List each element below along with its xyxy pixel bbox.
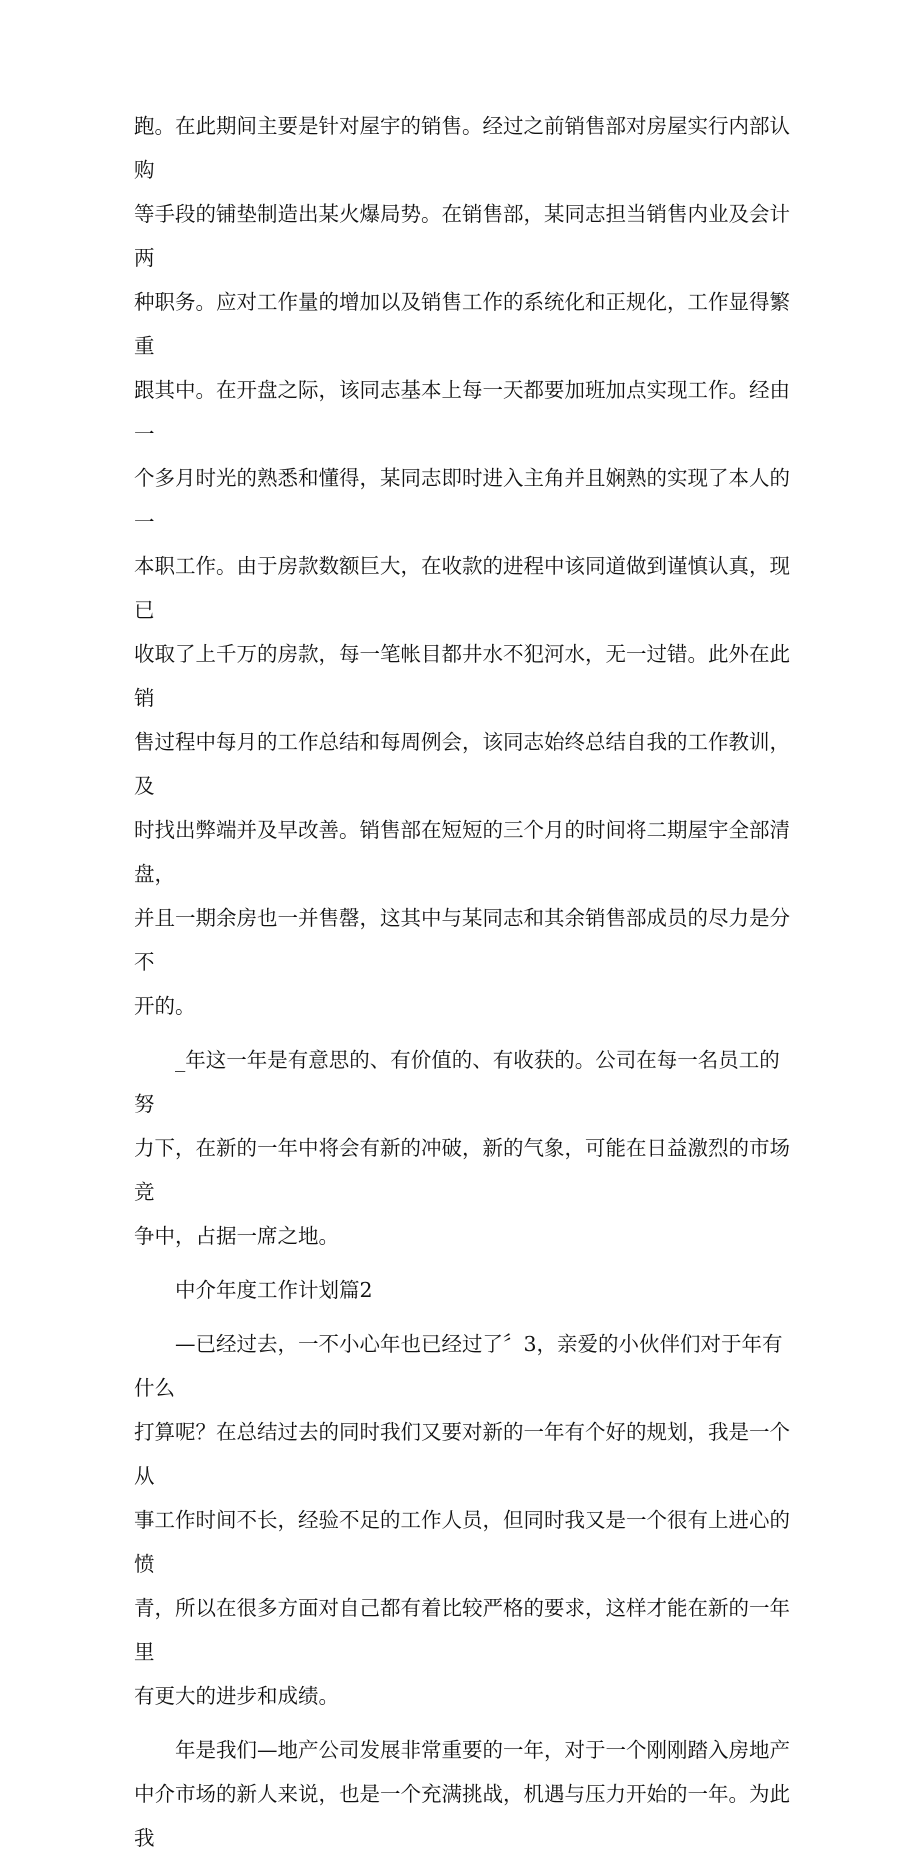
text-line: —已经过去，一不小心年也已经过了〞3，亲爱的小伙伴们对于年有什么 [134, 1332, 783, 1400]
text-line: 开的。 [134, 994, 196, 1018]
text-line: 争中，占据一席之地。 [134, 1224, 339, 1248]
paragraph-p4 [134, 1728, 794, 1860]
text-line: 个多月时光的熟悉和懂得，某同志即时进入主角并且娴熟的实现了本人的一 [134, 466, 790, 534]
text-line: 并且一期余房也一并售罄，这其中与某同志和其余销售部成员的尽力是分不 [134, 906, 790, 974]
section-heading [134, 1268, 794, 1312]
paragraph-p1 [134, 104, 794, 1028]
text-line: 打算呢？在总结过去的同时我们又要对新的一年有个好的规划，我是一个从 [134, 1420, 790, 1488]
document-body [134, 104, 794, 1860]
text-line: 时找出弊端并及早改善。销售部在短短的三个月的时间将二期屋宇全部清盘， [134, 818, 790, 886]
text-line: 收取了上千万的房款，每一笔帐目都井水不犯河水，无一过错。此外在此销 [134, 642, 790, 710]
text-line: 事工作时间不长，经验不足的工作人员，但同时我又是一个很有上进心的愤 [134, 1508, 790, 1576]
text-line: 中介年度工作计划篇2 [175, 1278, 373, 1302]
paragraph-p3 [134, 1322, 794, 1718]
text-line: _年这一年是有意思的、有价值的、有收获的。公司在每一名员工的努 [134, 1048, 780, 1116]
text-line: 本职工作。由于房款数额巨大，在收款的进程中该同道做到谨慎认真，现已 [134, 554, 790, 622]
text-line: 种职务。应对工作量的增加以及销售工作的系统化和正规化，工作显得繁重 [134, 290, 790, 358]
text-line: 等手段的铺垫制造出某火爆局势。在销售部，某同志担当销售内业及会计两 [134, 202, 790, 270]
text-line: 年是我们—地产公司发展非常重要的一年，对于一个刚刚踏入房地产 [175, 1738, 790, 1762]
text-line: 力下，在新的一年中将会有新的冲破，新的气象，可能在日益激烈的市场竞 [134, 1136, 790, 1204]
text-line: 有更大的进步和成绩。 [134, 1684, 339, 1708]
text-line: 跑。在此期间主要是针对屋宇的销售。经过之前销售部对房屋实行内部认购 [134, 114, 790, 182]
text-line: 跟其中。在开盘之际，该同志基本上每一天都要加班加点实现工作。经由一 [134, 378, 790, 446]
text-line: 青，所以在很多方面对自己都有着比较严格的要求，这样才能在新的一年里 [134, 1596, 790, 1664]
paragraph-p2 [134, 1038, 794, 1258]
text-line: 中介市场的新人来说，也是一个充满挑战，机遇与压力开始的一年。为此我 [134, 1782, 790, 1850]
text-line: 售过程中每月的工作总结和每周例会，该同志始终总结自我的工作教训，及 [134, 730, 790, 798]
